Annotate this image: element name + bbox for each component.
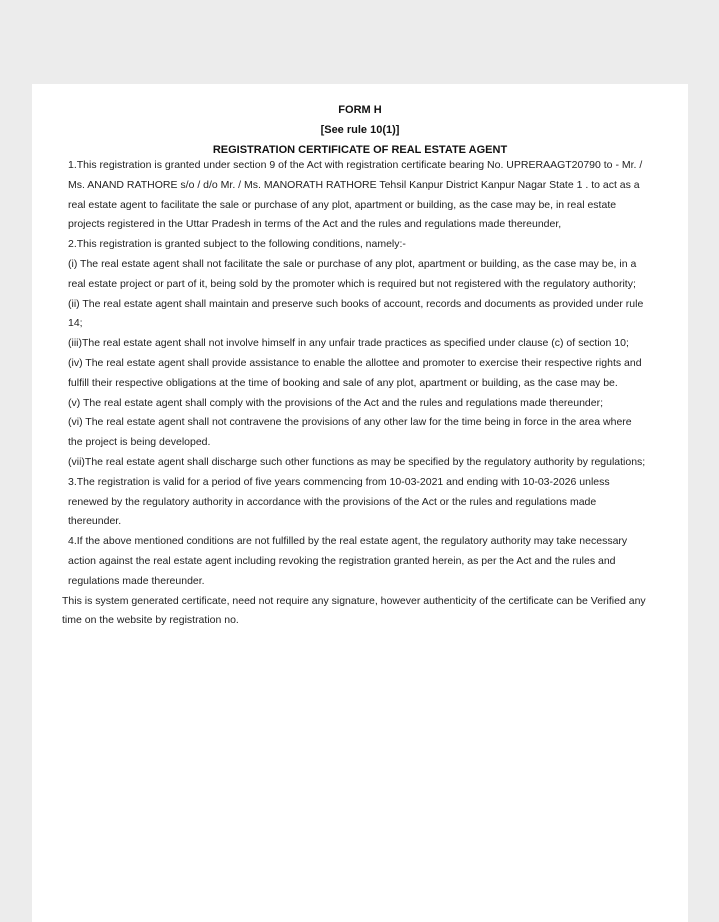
certificate-body: [32, 156, 688, 631]
rule-reference: [See rule 10(1)]: [320, 124, 400, 136]
body-line: the project is being developed.: [68, 436, 211, 449]
body-line: fulfill their respective obligations at the time of booking and sale of any plot, apartment or building, as the case may be.: [68, 376, 618, 389]
body-line: renewed by the regulatory authority in accordance with the provisions of the Act or the rules and regulations made: [68, 495, 597, 508]
body-line: 14;: [68, 317, 83, 330]
body-line: 1.This registration is granted under section 9 of the Act with registration certificate bearing No. UPRERAAGT20790 to - Mr. /: [68, 159, 643, 171]
body-line: (vi) The real estate agent shall not contravene the provisions of any other law for the time being in force in the area where: [68, 416, 632, 429]
body-line: (i) The real estate agent shall not facilitate the sale or purchase of any plot, apartment or building, as the case may be, in a: [68, 257, 637, 270]
body-line: real estate project or part of it, being sold by the promoter which is required but not registered with the regulatory authority;: [68, 277, 636, 290]
body-line: Ms. ANAND RATHORE s/o / d/o Mr. / Ms. MANORATH RATHORE Tehsil Kanpur District Kanpur Nagar State 1 . to act as a: [68, 178, 640, 191]
body-line: (ii) The real estate agent shall maintain and preserve such books of account, records and documents as provided under rule: [68, 297, 644, 310]
body-line: projects registered in the Uttar Pradesh in terms of the Act and the rules and regulations made thereunder,: [68, 218, 562, 231]
certificate-title: REGISTRATION CERTIFICATE OF REAL ESTATE AGENT: [212, 144, 508, 156]
form-heading: FORM H: [338, 104, 382, 116]
body-line: (vii)The real estate agent shall discharge such other functions as may be specified by the regulatory authority by regulations;: [68, 455, 646, 468]
body-line: thereunder.: [68, 515, 122, 528]
body-line: regulations made thereunder.: [68, 574, 205, 587]
body-line: 2.This registration is granted subject to the following conditions, namely:-: [68, 238, 406, 251]
certificate-page: [32, 84, 688, 922]
body-line: action against the real estate agent including revoking the registration granted herein, as per the Act and the rules and: [68, 554, 616, 567]
body-line: (iv) The real estate agent shall provide assistance to enable the allottee and promoter to exercise their respective rights and: [68, 356, 642, 369]
body-line: (v) The real estate agent shall comply with the provisions of the Act and the rules and regulations made thereunder;: [68, 396, 604, 409]
body-line: 3.The registration is valid for a period of five years commencing from 10-03-2021 and ending with 10-03-2026 unless: [68, 475, 610, 488]
body-line: (iii)The real estate agent shall not involve himself in any unfair trade practices as specified under clause (c) of section 10;: [68, 337, 629, 350]
footer-note-line: This is system generated certificate, need not require any signature, however authenticity of the certificate can be Verified any: [62, 594, 646, 607]
body-line: 4.If the above mentioned conditions are not fulfilled by the real estate agent, the regulatory authority may take necessary: [68, 535, 628, 548]
footer-note-line: time on the website by registration no.: [62, 614, 239, 627]
body-line: real estate agent to facilitate the sale or purchase of any plot, apartment or building, as the case may be, in real estate: [68, 198, 617, 211]
